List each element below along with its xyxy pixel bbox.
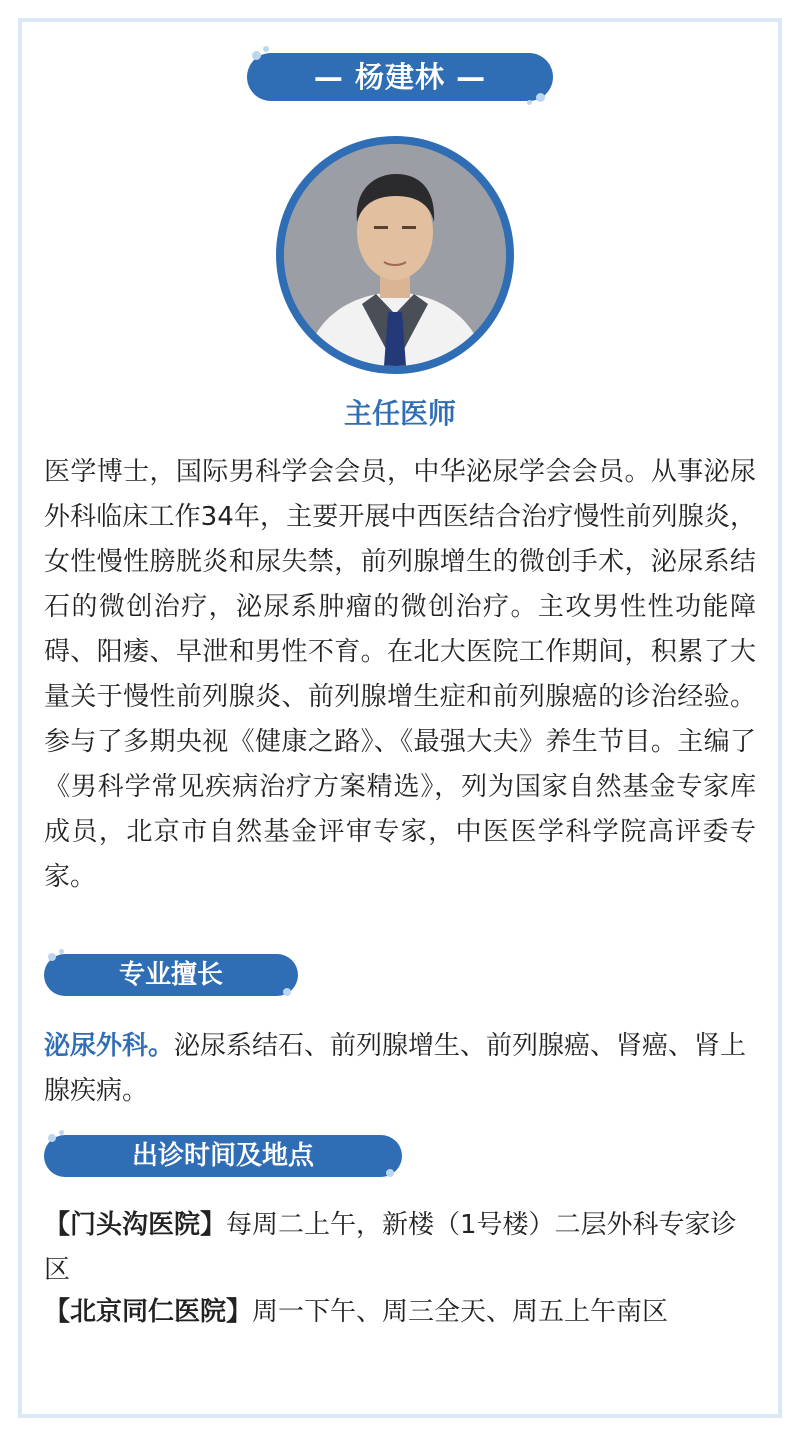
avatar-ring: [276, 136, 514, 374]
clinic-section-header: [44, 1135, 402, 1177]
clinic-schedule: 周一下午、周三全天、周五上午南区: [252, 1297, 669, 1327]
decor-dot: [263, 46, 269, 52]
clinic-hospital: 【门头沟医院】: [44, 1210, 227, 1240]
decor-dot: [527, 100, 532, 105]
clinic-hospital: 【北京同仁医院】: [44, 1297, 253, 1327]
decor-dot: [536, 93, 545, 102]
clinic-schedule: 每周二上午，新楼（1号楼）二层外科专家诊区: [44, 1210, 737, 1285]
specialty-highlight: 泌尿外科。: [44, 1031, 175, 1061]
specialty-detail: 泌尿系结石、前列腺增生、前列腺癌、肾癌、肾上腺疾病。: [44, 1031, 747, 1106]
doctor-bio: 医学博士，国际男科学会会员，中华泌尿学会会员。从事泌尿外科临床工作34年，主要开展中西医结合治疗慢性前列腺炎，女性慢性膀胱炎和尿失禁，前列腺增生的微创手术，泌尿系结石的微创治疗，泌尿系肿瘤的微创治疗。主攻男性性功能障碍、阳痿、早泄和男性不育。在北大医院工作期间，积累了大量关于慢性前列腺炎、前列腺增生症和前列腺癌的诊治经验。参与了多期央视《健康之路》、《最强大夫》养生节目。主编了《男科学常见疾病治疗方案精选》，列为国家自然基金专家库成员，北京市自然基金评审专家，中医医学科学院高评委专家。: [44, 457, 756, 892]
doctor-name: — 杨建林 —: [313, 60, 487, 94]
specialty-section-header: [44, 954, 298, 996]
specialty-text: [44, 1024, 756, 1114]
decor-dot: [48, 953, 56, 961]
doctor-role: 主任医师: [343, 397, 456, 430]
clinic-header-label: 出诊时间及地点: [131, 1141, 314, 1171]
clinic-entry: [44, 1290, 756, 1335]
specialty-header-label: 专业擅长: [118, 960, 223, 990]
decor-dot: [48, 1134, 56, 1142]
doctor-portrait-image: [284, 144, 506, 366]
doctor-avatar: [284, 144, 506, 366]
clinic-entry: [44, 1203, 756, 1293]
decor-dot: [283, 988, 291, 996]
doctor-name-badge: [247, 53, 553, 101]
decor-dot: [252, 51, 261, 60]
decor-dot: [386, 1169, 394, 1177]
decor-dot: [59, 1130, 64, 1135]
decor-dot: [59, 949, 64, 954]
